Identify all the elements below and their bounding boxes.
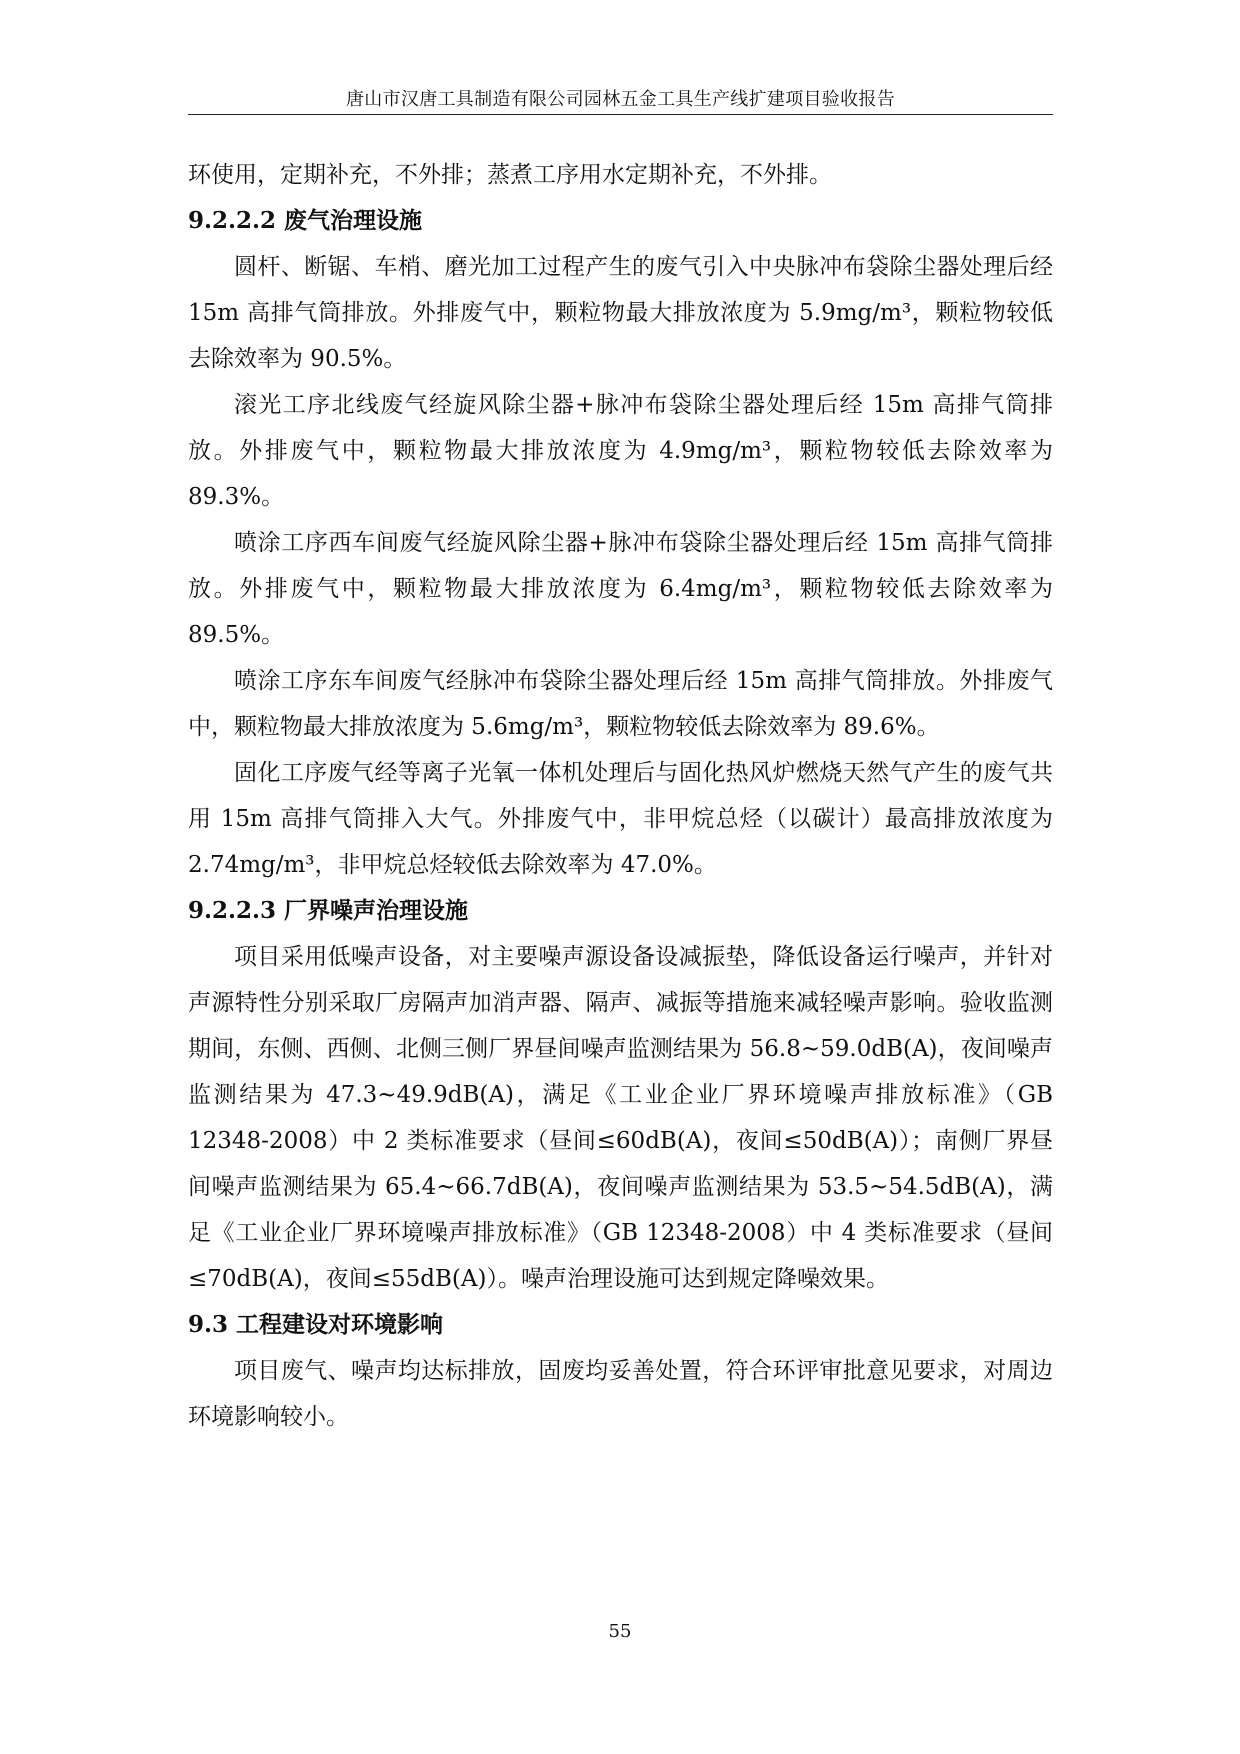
header-divider xyxy=(188,114,1053,115)
paragraph-noise-control: 项目采用低噪声设备，对主要噪声源设备设减振垫，降低设备运行噪声，并针对声源特性分别采取厂房隔声加消声器、隔声、减振等措施来减轻噪声影响。验收监测期间，东侧、西侧、北侧三侧厂界昼间噪声监测结果为 56.8~59.0dB(A)，夜间噪声监测结果为 47.3~49.9dB(A)，满足《工业企业厂界环境噪声排放标准》（GB 12348-2008）中 2 类标准要求（昼间≤60dB(A)，夜间≤50dB(A)）；南侧厂界昼间噪声监测结果为 65.4~66.7dB(A)，夜间噪声监测结果为 53.5~54.5dB(A)，满足《工业企业厂界环境噪声排放标准》（GB 12348-2008）中 4 类标准要求（昼间≤70dB(A)，夜间≤55dB(A)）。噪声治理设施可达到规定降噪效果。 xyxy=(188,944,1053,1292)
paragraph-polishing-exhaust: 圆杆、断锯、车梢、磨光加工过程产生的废气引入中央脉冲布袋除尘器处理后经 15m 高排气筒排放。外排废气中，颗粒物最大排放浓度为 5.9mg/m³，颗粒物较低去除效率为 90.5%。 xyxy=(188,254,1053,372)
paragraph-curing-exhaust: 固化工序废气经等离子光氧一体机处理后与固化热风炉燃烧天然气产生的废气共用 15m 高排气筒排入大气。外排废气中，非甲烷总烃（以碳计）最高排放浓度为 2.74mg/m³，非甲烷总烃较低去除效率为 47.0%。 xyxy=(188,760,1053,878)
paragraph-tumbling-exhaust: 滚光工序北线废气经旋风除尘器+脉冲布袋除尘器处理后经 15m 高排气筒排放。外排废气中，颗粒物最大排放浓度为 4.9mg/m³，颗粒物较低去除效率为 89.3%。 xyxy=(188,392,1053,510)
paragraph-west-spray-exhaust: 喷涂工序西车间废气经旋风除尘器+脉冲布袋除尘器处理后经 15m 高排气筒排放。外排废气中，颗粒物最大排放浓度为 6.4mg/m³，颗粒物较低去除效率为 89.5%。 xyxy=(188,530,1053,648)
document-body xyxy=(188,152,1053,1440)
paragraph-environmental-impact: 项目废气、噪声均达标排放，固废均妥善处置，符合环评审批意见要求，对周边环境影响较小。 xyxy=(188,1358,1053,1430)
page-number: 55 xyxy=(608,1621,632,1642)
section-heading-exhaust-gas: 9.2.2.2 废气治理设施 xyxy=(188,207,423,234)
running-header: 唐山市汉唐工具制造有限公司园林五金工具生产线扩建项目验收报告 xyxy=(346,89,895,110)
section-heading-noise: 9.2.2.3 厂界噪声治理设施 xyxy=(188,897,469,924)
paragraph-east-spray-exhaust: 喷涂工序东车间废气经脉冲布袋除尘器处理后经 15m 高排气筒排放。外排废气中，颗粒物最大排放浓度为 5.6mg/m³，颗粒物较低去除效率为 89.6%。 xyxy=(188,668,1053,740)
section-heading-environmental-impact: 9.3 工程建设对环境影响 xyxy=(188,1311,444,1338)
continued-paragraph: 环使用，定期补充，不外排；蒸煮工序用水定期补充，不外排。 xyxy=(188,162,832,188)
